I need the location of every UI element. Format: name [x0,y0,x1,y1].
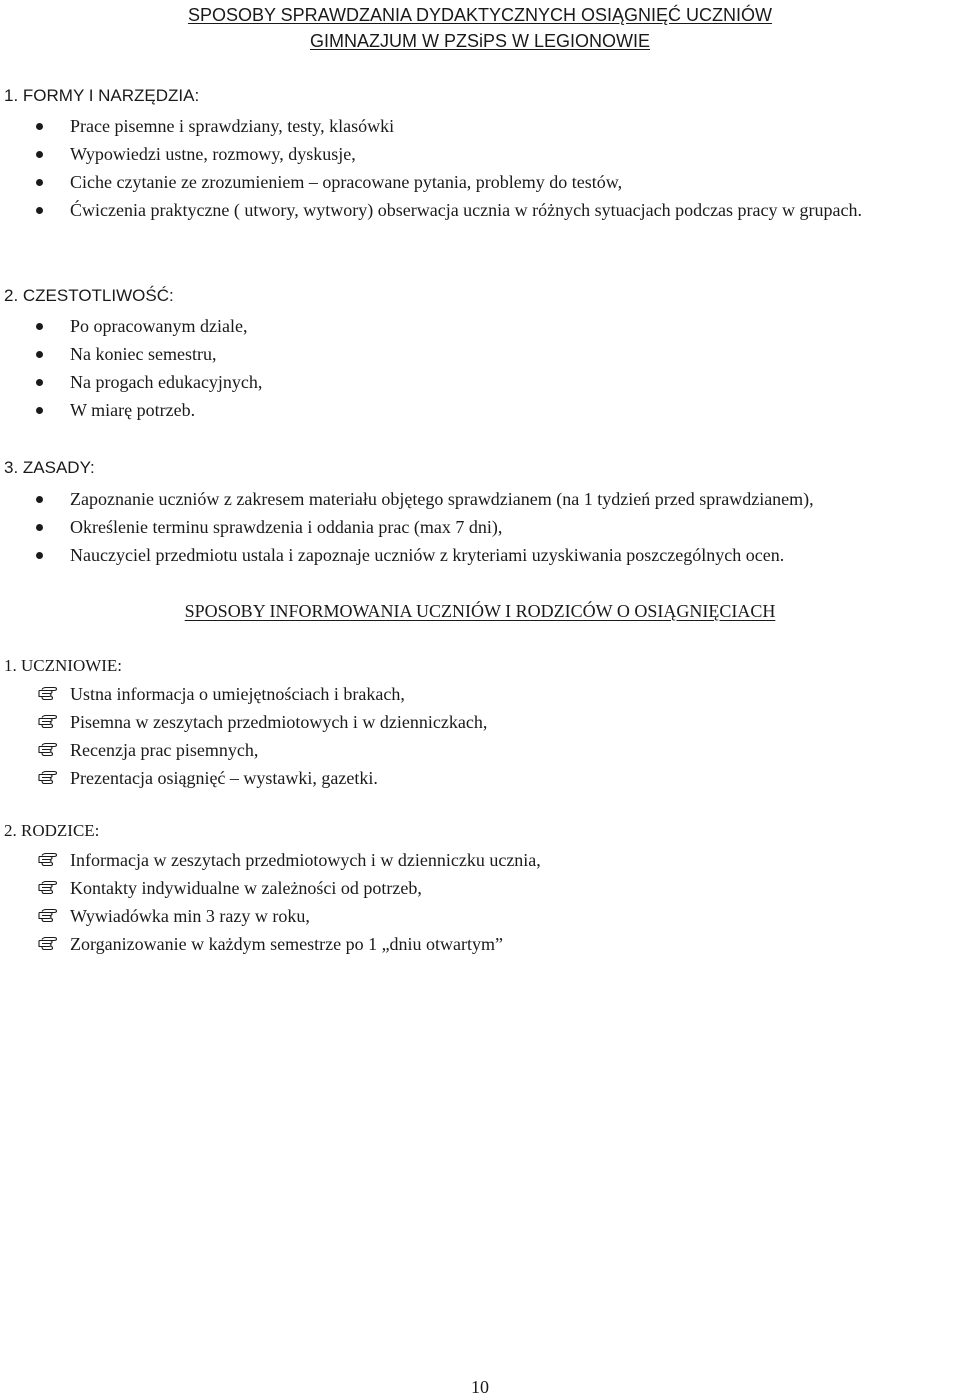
list-item: W miarę potrzeb. [0,396,960,424]
bullet-icon [36,151,43,158]
list-uczniowie [0,680,960,792]
section-heading-formy: 1. FORMY I NARZĘDZIA: [4,86,200,105]
pointing-hand-icon [38,767,58,787]
bullet-icon [36,407,43,414]
section-heading-rodzice: 2. RODZICE: [4,821,100,840]
list-item: Ciche czytanie ze zrozumieniem – opracowane pytania, problemy do testów, [0,168,960,196]
pointing-hand-icon [38,933,58,953]
list-item: Określenie terminu sprawdzenia i oddania prac (max 7 dni), [0,513,960,541]
pointing-hand-icon [38,905,58,925]
list-item: Ćwiczenia praktyczne ( utwory, wytwory) obserwacja ucznia w różnych sytuacjach podczas pracy w grupach. [0,196,960,224]
document-title-line-1: SPOSOBY SPRAWDZANIA DYDAKTYCZNYCH OSIĄGNIĘĆ UCZNIÓW [187,5,773,25]
pointing-hand-icon [38,849,58,869]
section-heading-zasady: 3. ZASADY: [4,458,95,477]
bullet-icon [36,379,43,386]
list-formy [0,112,960,224]
list-item: Zapoznanie uczniów z zakresem materiału objętego sprawdzianem (na 1 tydzień przed sprawdzianem), [0,485,960,513]
list-item: Informacja w zeszytach przedmiotowych i w dzienniczku ucznia, [0,846,960,874]
list-item: Nauczyciel przedmiotu ustala i zapoznaje uczniów z kryteriami uzyskiwania poszczególnych ocen. [0,541,960,569]
bullet-icon [36,207,43,214]
bullet-icon [36,351,43,358]
bullet-icon [36,552,43,559]
pointing-hand-icon [38,711,58,731]
list-rodzice [0,846,960,958]
section-heading-czestotliwosc: 2. CZESTOTLIWOŚĆ: [4,286,174,305]
list-item: Na koniec semestru, [0,340,960,368]
bullet-icon [36,323,43,330]
list-item: Prezentacja osiągnięć – wystawki, gazetki. [0,764,960,792]
pointing-hand-icon [38,683,58,703]
info-section-title: SPOSOBY INFORMOWANIA UCZNIÓW I RODZICÓW O OSIĄGNIĘCIACH [184,601,776,621]
list-item: Wywiadówka min 3 razy w roku, [0,902,960,930]
document-title-line-2: GIMNAZJUM W PZSiPS W LEGIONOWIE [309,31,650,51]
list-item: Na progach edukacyjnych, [0,368,960,396]
pointing-hand-icon [38,739,58,759]
bullet-icon [36,496,43,503]
bullet-icon [36,123,43,130]
list-czestotliwosc [0,312,960,424]
pointing-hand-icon [38,877,58,897]
list-zasady [0,485,960,569]
list-item: Pisemna w zeszytach przedmiotowych i w dzienniczkach, [0,708,960,736]
list-item: Zorganizowanie w każdym semestrze po 1 „dniu otwartym” [0,930,960,958]
list-item: Prace pisemne i sprawdziany, testy, klasówki [0,112,960,140]
list-item: Kontakty indywidualne w zależności od potrzeb, [0,874,960,902]
section-heading-uczniowie: 1. UCZNIOWIE: [4,656,123,675]
list-item: Recenzja prac pisemnych, [0,736,960,764]
page-number: 10 [471,1377,489,1397]
list-item: Wypowiedzi ustne, rozmowy, dyskusje, [0,140,960,168]
list-item: Ustna informacja o umiejętnościach i brakach, [0,680,960,708]
list-item: Po opracowanym dziale, [0,312,960,340]
bullet-icon [36,179,43,186]
bullet-icon [36,524,43,531]
